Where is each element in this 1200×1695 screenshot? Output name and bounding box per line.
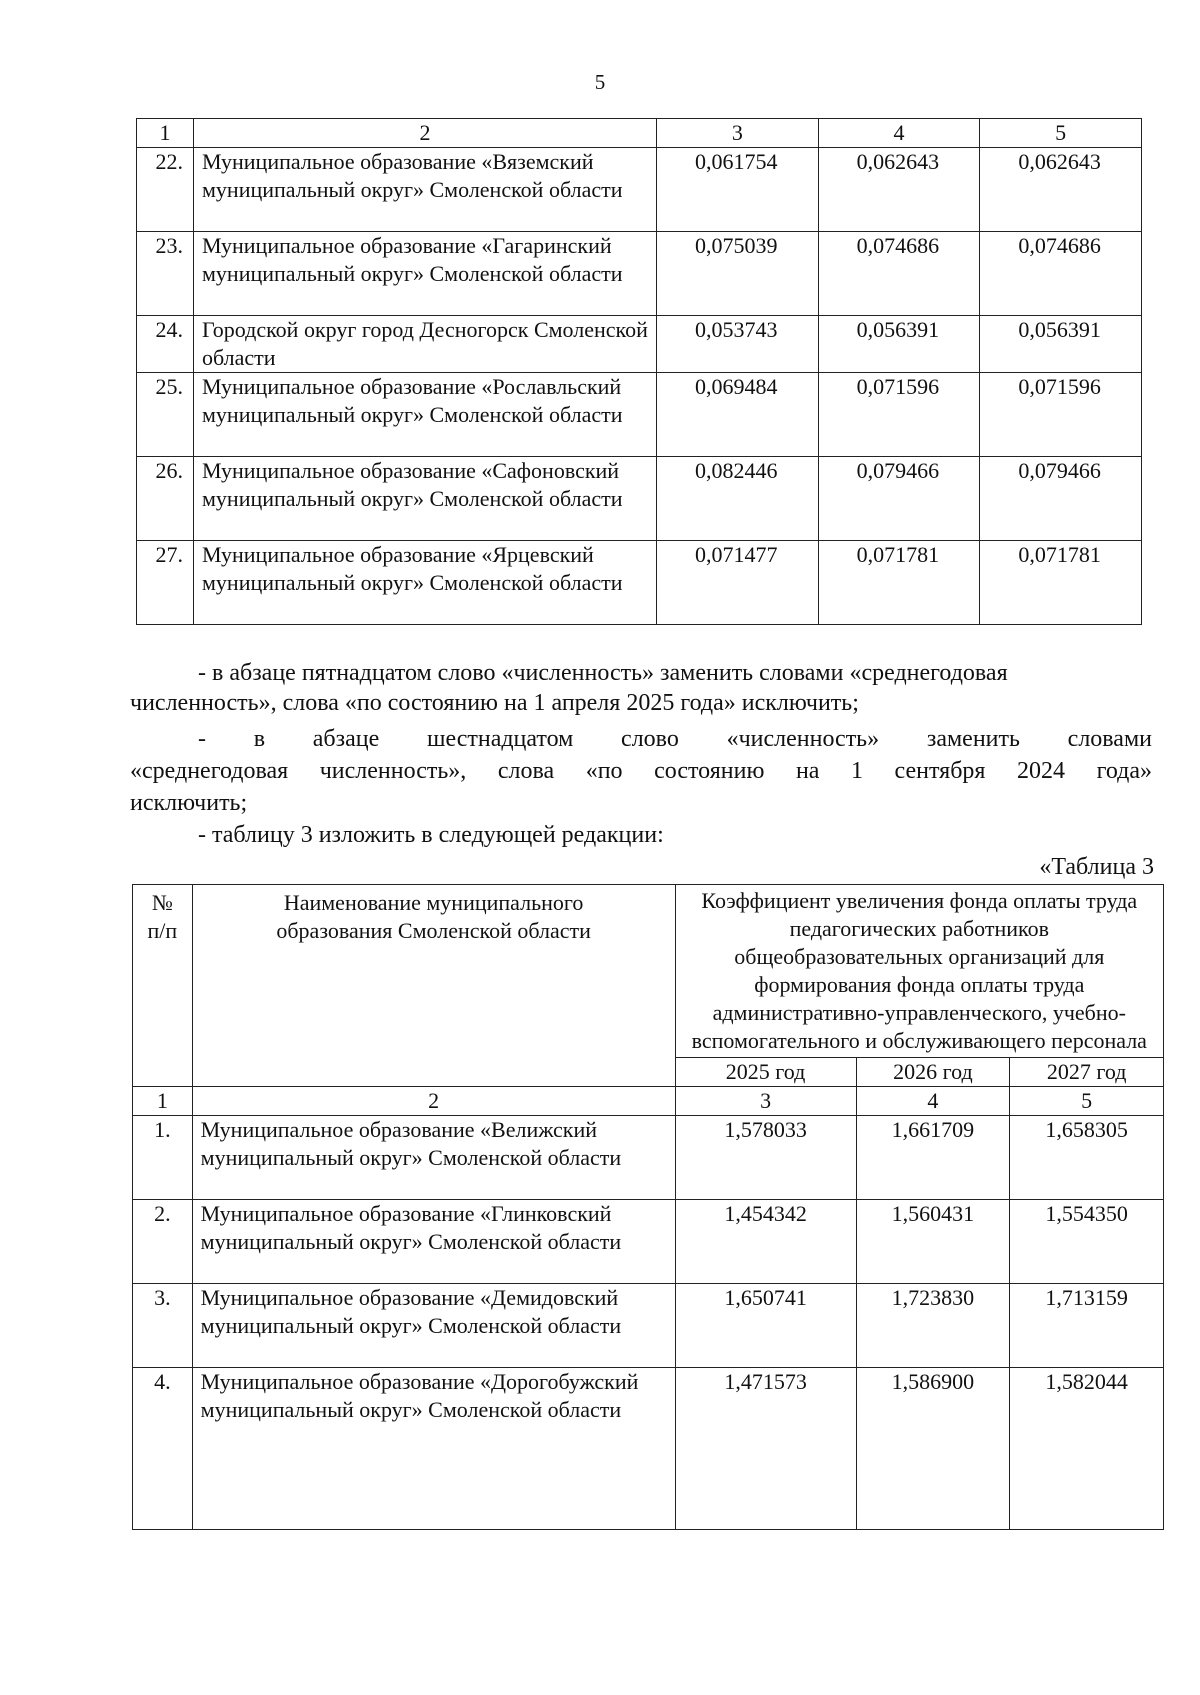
table-row (137, 148, 1142, 232)
col-num-1: 1 (133, 1087, 193, 1116)
value-2026: 1,560431 (856, 1200, 1010, 1284)
value-2027: 1,554350 (1010, 1200, 1164, 1284)
table-row (137, 457, 1142, 541)
municipality-name: Муниципальное образование «Велижский муниципальный округ» Смоленской области (192, 1116, 675, 1200)
value-2025: 0,071477 (657, 541, 819, 625)
paragraph-line: исключить; (130, 790, 248, 816)
table-row (133, 1368, 1164, 1530)
value-2027: 0,071781 (980, 541, 1142, 625)
col-num-2: 2 (192, 1087, 675, 1116)
col-num-3: 3 (675, 1087, 856, 1116)
value-2027: 0,056391 (980, 316, 1142, 373)
municipality-name: Муниципальное образование «Сафоновский муниципальный округ» Смоленской области (194, 457, 657, 541)
value-2027: 1,713159 (1010, 1284, 1164, 1368)
table-3 (132, 884, 1164, 1530)
value-2026: 0,074686 (818, 232, 980, 316)
col-num-2: 2 (194, 119, 657, 148)
header-year-2027: 2027 год (1010, 1058, 1164, 1087)
header-name: Наименование муниципального образования Смоленской области (192, 885, 675, 1087)
header-year-2025: 2025 год (675, 1058, 856, 1087)
table-row (133, 1116, 1164, 1200)
row-number: 22. (137, 148, 194, 232)
table-header-row (137, 119, 1142, 148)
paragraph-line: - в абзаце шестнадцатом слово «численность» заменить словами (198, 726, 1152, 752)
table-row (137, 316, 1142, 373)
value-2027: 1,582044 (1010, 1368, 1164, 1530)
col-num-4: 4 (818, 119, 980, 148)
table-row (137, 232, 1142, 316)
col-num-4: 4 (856, 1087, 1010, 1116)
col-num-5: 5 (980, 119, 1142, 148)
col-num-3: 3 (657, 119, 819, 148)
table-row (137, 373, 1142, 457)
row-number: 3. (133, 1284, 193, 1368)
value-2027: 0,062643 (980, 148, 1142, 232)
paragraph-line: - в абзаце пятнадцатом слово «численность» заменить словами «среднегодовая (198, 660, 1008, 686)
col-num-5: 5 (1010, 1087, 1164, 1116)
value-2026: 0,071781 (818, 541, 980, 625)
header-coefficient: Коэффициент увеличения фонда оплаты труда педагогических работников общеобразовательных организаций для формирования фонда оплаты труда административно-управленческого, учебно-вспомогательного и обслуживающего персонала (675, 885, 1163, 1058)
table-header-row (133, 885, 1164, 1058)
header-number: № п/п (133, 885, 193, 1087)
row-number: 23. (137, 232, 194, 316)
value-2026: 0,056391 (818, 316, 980, 373)
row-number: 27. (137, 541, 194, 625)
coefficients-table-continued (136, 118, 1142, 625)
municipality-name: Городской округ город Десногорск Смоленской области (194, 316, 657, 373)
table-row (133, 1200, 1164, 1284)
value-2025: 1,650741 (675, 1284, 856, 1368)
row-number: 4. (133, 1368, 193, 1530)
col-num-1: 1 (137, 119, 194, 148)
municipality-name: Муниципальное образование «Рославльский муниципальный округ» Смоленской области (194, 373, 657, 457)
table-row (137, 541, 1142, 625)
municipality-name: Муниципальное образование «Демидовский муниципальный округ» Смоленской области (192, 1284, 675, 1368)
value-2027: 0,074686 (980, 232, 1142, 316)
value-2025: 0,075039 (657, 232, 819, 316)
table-caption: «Таблица 3 (1039, 854, 1154, 880)
value-2026: 0,079466 (818, 457, 980, 541)
municipality-name: Муниципальное образование «Ярцевский муниципальный округ» Смоленской области (194, 541, 657, 625)
value-2025: 0,061754 (657, 148, 819, 232)
table-colnum-row (133, 1087, 1164, 1116)
value-2025: 1,578033 (675, 1116, 856, 1200)
municipality-name: Муниципальное образование «Вяземский муниципальный округ» Смоленской области (194, 148, 657, 232)
value-2026: 1,661709 (856, 1116, 1010, 1200)
value-2025: 0,053743 (657, 316, 819, 373)
value-2026: 0,062643 (818, 148, 980, 232)
paragraph-line: численность», слова «по состоянию на 1 апреля 2025 года» исключить; (130, 690, 859, 716)
value-2027: 0,071596 (980, 373, 1142, 457)
value-2026: 0,071596 (818, 373, 980, 457)
value-2026: 1,723830 (856, 1284, 1010, 1368)
municipality-name: Муниципальное образование «Глинковский муниципальный округ» Смоленской области (192, 1200, 675, 1284)
value-2025: 1,454342 (675, 1200, 856, 1284)
row-number: 24. (137, 316, 194, 373)
row-number: 26. (137, 457, 194, 541)
table-row (133, 1284, 1164, 1368)
municipality-name: Муниципальное образование «Гагаринский муниципальный округ» Смоленской области (194, 232, 657, 316)
value-2026: 1,586900 (856, 1368, 1010, 1530)
page-number: 5 (594, 70, 606, 94)
paragraph-line: «среднегодовая численность», слова «по состоянию на 1 сентября 2024 года» (130, 758, 1152, 784)
row-number: 2. (133, 1200, 193, 1284)
paragraph-amendment-15 (130, 658, 1152, 688)
row-number: 1. (133, 1116, 193, 1200)
value-2025: 0,082446 (657, 457, 819, 541)
row-number: 25. (137, 373, 194, 457)
value-2025: 1,471573 (675, 1368, 856, 1530)
value-2025: 0,069484 (657, 373, 819, 457)
paragraph-line: - таблицу 3 изложить в следующей редакции: (198, 822, 664, 848)
municipality-name: Муниципальное образование «Дорогобужский муниципальный округ» Смоленской области (192, 1368, 675, 1530)
value-2027: 1,658305 (1010, 1116, 1164, 1200)
header-year-2026: 2026 год (856, 1058, 1010, 1087)
value-2027: 0,079466 (980, 457, 1142, 541)
